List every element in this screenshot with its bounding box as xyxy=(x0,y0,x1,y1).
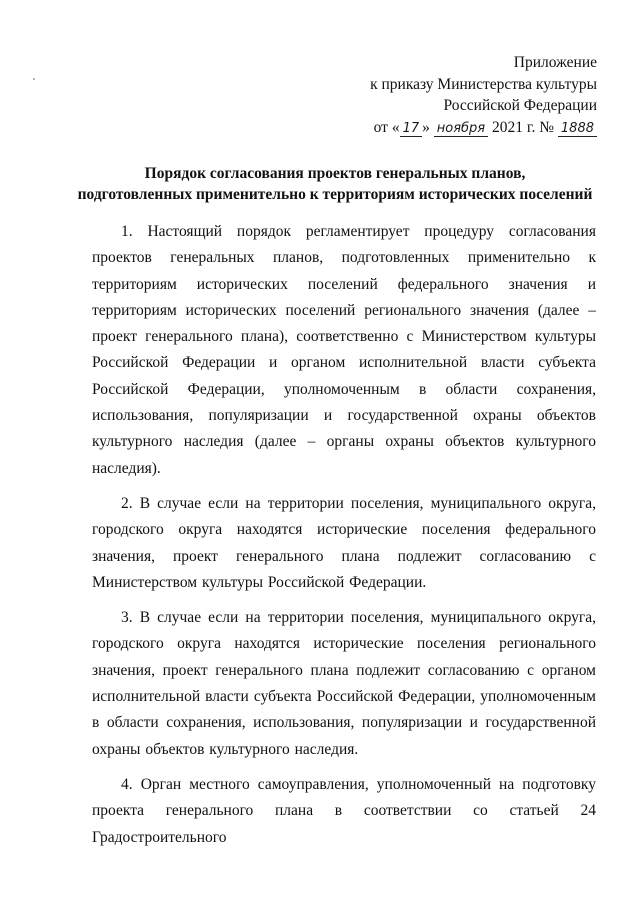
document-body xyxy=(92,219,596,860)
paragraph-4: 4. Орган местного самоуправления, уполномоченный на подготовку проекта генерального плана в соответствии со статьей 24 Градостроительного xyxy=(92,775,596,846)
handwritten-order-number: 1888 xyxy=(558,122,597,137)
date-prefix: от « xyxy=(373,118,400,136)
document-title xyxy=(70,163,600,205)
order-date-line xyxy=(370,117,597,139)
handwritten-day: 17 xyxy=(400,122,423,137)
date-mid: » xyxy=(422,118,430,136)
handwritten-month: ноября xyxy=(434,122,488,137)
title-line-1: Порядок согласования проектов генеральных планов, xyxy=(144,165,526,182)
title-line-2: подготовленных применительно к территориям исторических поселений xyxy=(77,186,593,203)
approval-stamp xyxy=(370,52,597,138)
federation-name: Российской Федерации xyxy=(443,97,597,114)
order-reference: к приказу Министерства культуры xyxy=(370,75,597,93)
appendix-label: Приложение xyxy=(513,54,597,71)
scan-speck xyxy=(33,78,35,80)
year-text: 2021 г. № xyxy=(492,118,555,136)
paragraph-2: 2. В случае если на территории поселения, муниципального округа, городского округа находятся исторические поселения федерального значения, проект генерального плана подлежит согласованию с Министерством культуры Российской Федерации. xyxy=(92,494,596,591)
paragraph-1: 1. Настоящий порядок регламентирует процедуру согласования проектов генеральных планов, подготовленных применительно к территориям исторических поселений федерального значения и территориям исторических поселений регионального значения (далее – проект генерального плана), соответственно с Министерством культуры Российской Федерации и органом исполнительной власти субъекта Российской Федерации, уполномоченным в области сохранения, использования, популяризации и государственной охраны объектов культурного наследия (далее – органы охраны объектов культурного наследия). xyxy=(92,223,596,477)
paragraph-3: 3. В случае если на территории поселения, муниципального округа, городского округа находятся исторические поселения регионального значения, проект генерального плана подлежит согласованию с органом исполнительной власти субъекта Российской Федерации, уполномоченным в области сохранения, использования, популяризации и государственной охраны объектов культурного наследия. xyxy=(92,609,596,758)
